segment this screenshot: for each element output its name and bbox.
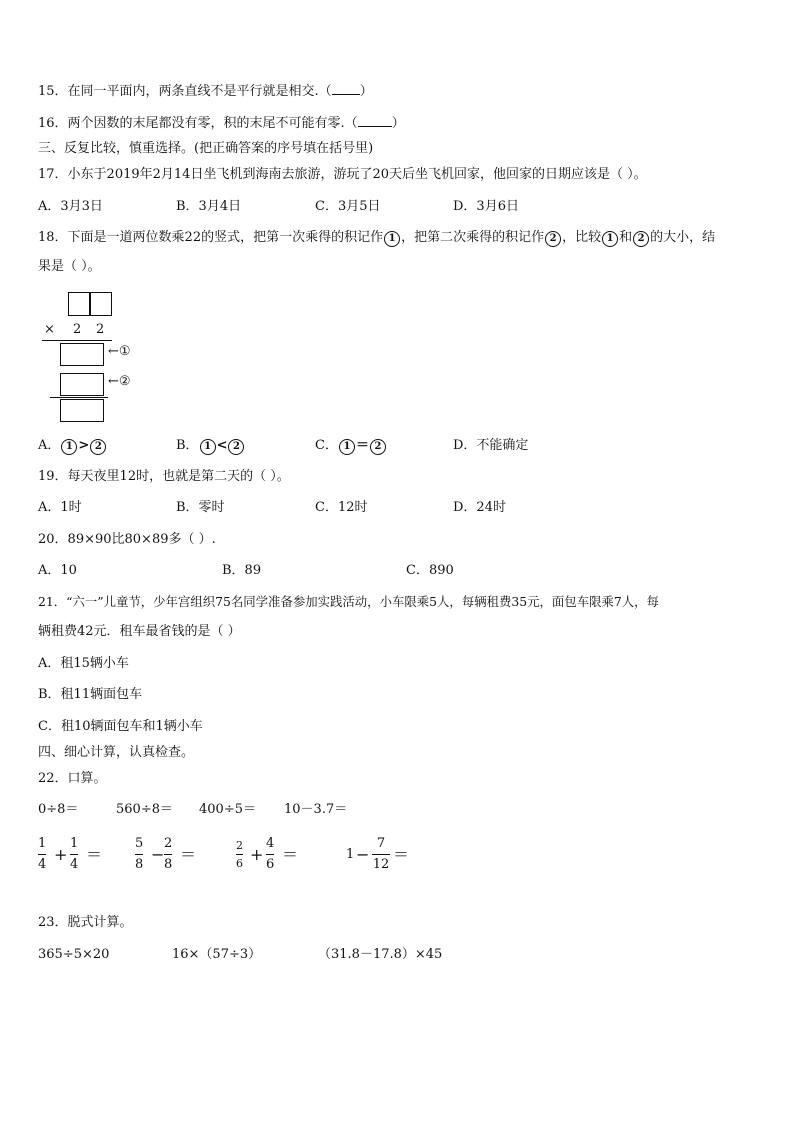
multiplier-digit: 2 [73, 322, 82, 337]
q18-option-b[interactable]: B． 1 < 2 [176, 437, 245, 455]
question-17-text: 17．小东于2019年2月14日坐飞机到海南去旅游，游玩了20天后坐飞机回家，他回家的日期应该是（ ）。 [38, 167, 647, 182]
arrow-2-label: ←② [108, 374, 131, 389]
partial-product-2-box [60, 373, 104, 396]
q18-option-d[interactable]: D．不能确定 [453, 438, 529, 453]
arrow-1-label: ←① [108, 344, 131, 359]
rule-line [50, 397, 108, 398]
circled-1-icon: 1 [384, 231, 400, 247]
q19-option-c[interactable]: C．12时 [315, 500, 368, 515]
oral-calc-item: 560÷8＝ [116, 802, 173, 817]
circled-1-icon: 1 [61, 439, 77, 455]
fraction: 7 12 [372, 836, 390, 872]
q18-option-c[interactable]: C． 1 ＝ 2 [315, 437, 387, 455]
times-sign: × [44, 322, 55, 337]
circled-2-icon: 2 [370, 439, 386, 455]
answer-blank[interactable] [332, 82, 360, 95]
q17-option-b[interactable]: B．3月4日 [176, 199, 242, 214]
oral-calc-item: 400÷5＝ [199, 802, 256, 817]
q17-option-c[interactable]: C．3月5日 [315, 199, 381, 214]
q18-option-a[interactable]: A． 1 > 2 [38, 437, 107, 455]
question-18-line-1: 18．下面是一道两位数乘22的竖式，把第一次乘得的积记作 1 ，把第二次乘得的积记作 2 ，比较 1 和 2 的大小，结 [38, 230, 716, 245]
fraction: 4 6 [266, 836, 275, 872]
question-18-line-2: 果是（ ）。 [38, 259, 101, 274]
circled-1-icon: 1 [200, 439, 216, 455]
section-3-heading: 三、反复比较，慎重选择。(把正确答案的序号填在括号里) [38, 141, 374, 156]
section-4-heading: 四、细心计算，认真检查。 [38, 745, 195, 760]
multiplier-digit: 2 [96, 322, 105, 337]
circled-2-icon: 2 [90, 439, 106, 455]
step-calc-item: 16×（57÷3） [172, 947, 262, 962]
rule-line [42, 340, 112, 341]
circled-2-icon: 2 [545, 231, 561, 247]
question-15: 15．在同一平面内，两条直线不是平行就是相交.（ ） [38, 84, 373, 99]
answer-blank[interactable] [358, 114, 392, 127]
q21-option-b[interactable]: B．租11辆面包车 [38, 687, 143, 702]
step-calc-item: 365÷5×20 [38, 947, 110, 962]
circled-1-icon: 1 [602, 231, 618, 247]
fraction: 2 6 [236, 839, 243, 870]
fraction: 1 4 [70, 836, 79, 872]
question-21-line-2: 辆租费42元．租车最省钱的是（ ） [38, 624, 241, 639]
question-15-text: 15．在同一平面内，两条直线不是平行就是相交.（ [38, 84, 332, 99]
question-16-text: 16．两个因数的末尾都没有零，积的末尾不可能有零.（ [38, 116, 358, 131]
q21-option-a[interactable]: A．租15辆小车 [38, 656, 129, 671]
oral-calc-item: 0÷8＝ [38, 802, 79, 817]
question-16: 16．两个因数的末尾都没有零，积的末尾不可能有零.（ ） [38, 116, 405, 131]
circled-1-icon: 1 [339, 439, 355, 455]
question-23-title: 23．脱式计算。 [38, 915, 133, 930]
q20-option-b[interactable]: B．89 [222, 563, 262, 578]
digit-box-ones [90, 292, 112, 316]
partial-product-1-box [60, 343, 104, 366]
digit-box-tens [68, 292, 90, 316]
q20-option-a[interactable]: A．10 [38, 563, 77, 578]
fraction: 1 4 [38, 836, 47, 872]
fraction: 5 8 [135, 836, 144, 872]
q17-option-d[interactable]: D．3月6日 [453, 199, 519, 214]
q19-option-d[interactable]: D．24时 [453, 500, 506, 515]
fraction: 2 8 [164, 836, 173, 872]
step-calc-item: （31.8－17.8）×45 [318, 947, 443, 962]
q17-option-a[interactable]: A．3月3日 [38, 199, 103, 214]
q20-option-c[interactable]: C．890 [406, 563, 454, 578]
question-20-text: 20．89×90比80×89多（ ）. [38, 532, 216, 547]
total-product-box [60, 399, 104, 422]
circled-2-icon: 2 [633, 231, 649, 247]
q19-option-a[interactable]: A．1时 [38, 500, 82, 515]
question-19-text: 19．每天夜里12时，也就是第二天的（ ）。 [38, 469, 290, 484]
question-22-title: 22．口算。 [38, 771, 107, 786]
circled-2-icon: 2 [228, 439, 244, 455]
q21-option-c[interactable]: C．租10辆面包车和1辆小车 [38, 719, 203, 734]
question-21-line-1: 21．“六一”儿童节，少年宫组织75名同学准备参加实践活动，小车限乘5人，每辆租费35元，面包车限乘7人，每 [38, 594, 659, 609]
oral-calc-item: 10－3.7＝ [284, 802, 348, 817]
q19-option-b[interactable]: B．零时 [176, 500, 225, 515]
